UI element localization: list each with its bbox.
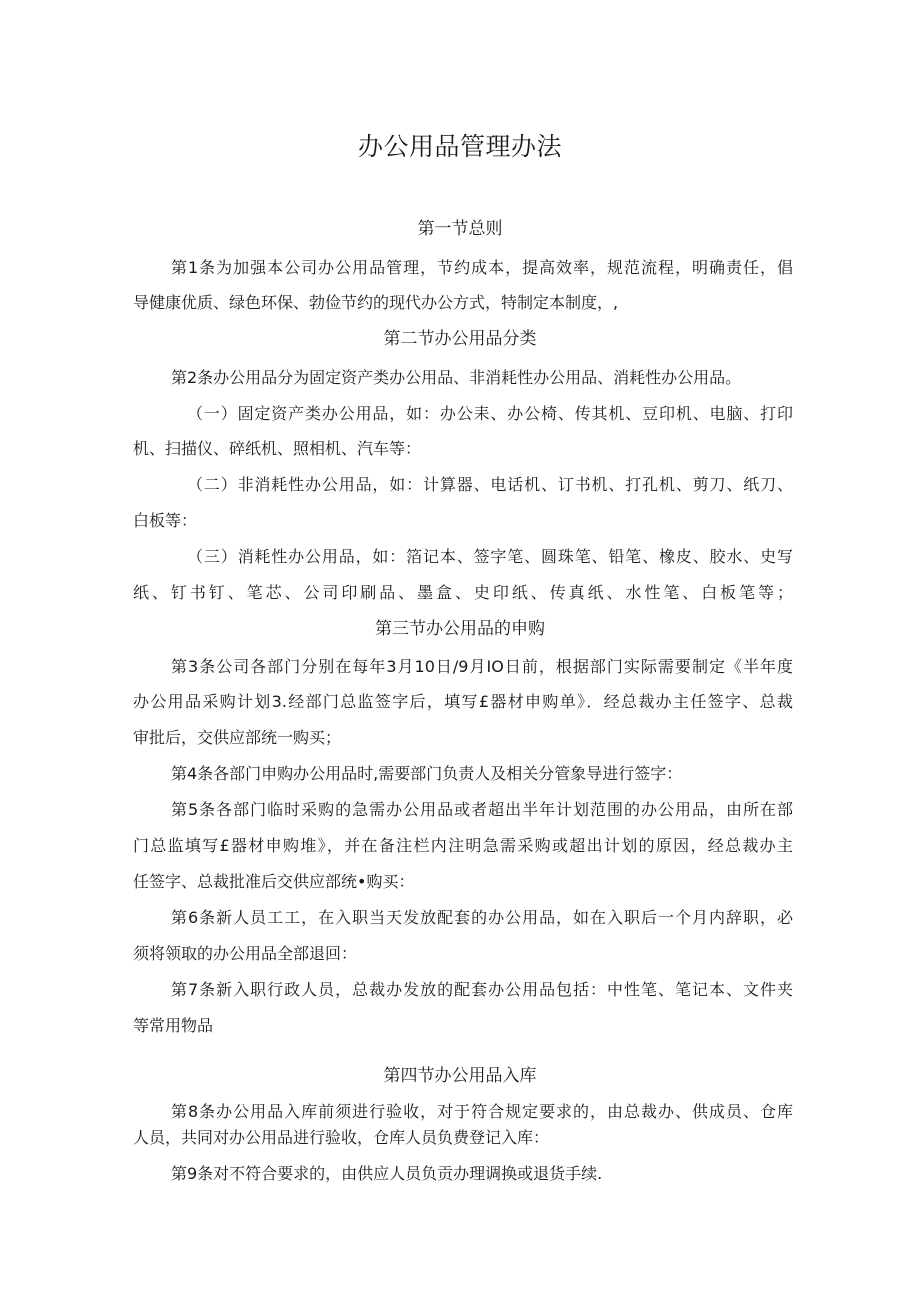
paragraph-line: 任签字、总裁批准后交供应部统•购买： <box>133 872 415 891</box>
document-title: 办公用品管理办法 <box>357 132 562 161</box>
paragraph-line: 须将领取的办公用品全部退回： <box>133 944 358 963</box>
paragraph-line: 等常用物品 <box>133 1016 214 1035</box>
paragraph-line: 审批后，交供应部统一购买； <box>133 728 342 747</box>
paragraph-line: 第6条新人员工工，在入职当天发放配套的办公用品，如在入职后一个月内辞职，必 <box>171 908 793 927</box>
paragraph-line: 第1条为加强本公司办公用品管理，节约成本，提高效率，规范流程，明确责任，倡 <box>171 258 793 277</box>
paragraph-line: 纸、钉书钉、笔芯、公司印刷品、墨盒、史印纸、传真纸、水性笔、白板笔等； <box>133 583 793 602</box>
section-heading-general: 第一节总则 <box>417 219 503 239</box>
paragraph-line: （一）固定资产类办公用品，如：办公耒、办公椅、传其机、豆印机、电脑、打印 <box>187 404 793 423</box>
paragraph-line: 机、扫描仪、碎纸机、照相机、汽车等： <box>133 439 422 458</box>
paragraph-line: 第7条新入职行政人员，总裁办发放的配套办公用品包括：中性笔、笔记本、文件夹 <box>171 980 793 999</box>
paragraph-line: （三）消耗性办公用品，如：箔记本、签字笔、圆珠笔、铅笔、橡皮、胶水、史写 <box>187 547 793 566</box>
paragraph-line: 导健康优质、绿色环保、勃俭节约的现代办公方式，特制定本制度，, <box>133 293 619 312</box>
paragraph-line: 第9条对不符合要求的，由供应人员负贡办理调换或退货手续. <box>171 1164 603 1183</box>
paragraph-line: （二）非消耗性办公用品，如：计算器、电话机、订书机、打孔机、剪刀、纸刀、 <box>187 475 793 494</box>
paragraph-line: 办公用品采购计划3.经部门总监签字后，填写£器材申购单》．经总裁办主任签字、总裁 <box>133 692 793 711</box>
section-heading-warehousing: 第四节办公用品入库 <box>383 1066 537 1086</box>
paragraph-line: 人员，共同对办公用品进行验收，仓库人员负费登记入库： <box>133 1128 550 1147</box>
paragraph-line: 第2条办公用品分为固定资产类办公用品、非消耗性办公用品、消耗性办公用品。 <box>171 368 742 387</box>
paragraph-line: 第5条各部门临时采购的急需办公用品或者超出半年计划范围的办公用品，由所在部 <box>171 800 793 819</box>
paragraph-line: 第4条各部门申购办公用品时,需要部门负责人及相关分管象导进行签字： <box>171 764 683 783</box>
paragraph-line: 白板等： <box>133 511 198 530</box>
section-heading-purchase: 第三节办公用品的申购 <box>375 619 545 639</box>
section-heading-classification: 第二节办公用品分类 <box>383 329 537 349</box>
paragraph-line: 第8条办公用品入库前须进行验收，对于符合规定要求的，由总裁办、供成员、仓库 <box>171 1102 793 1121</box>
paragraph-line: 门总监填写£器材申购堆》，并在备注栏内注明急需采购或超出计划的原因，经总裁办主 <box>133 836 793 855</box>
paragraph-line: 第3条公司各部门分别在每年3月10日/9月IO日前，根据部门实际需要制定《半年度 <box>171 657 793 676</box>
